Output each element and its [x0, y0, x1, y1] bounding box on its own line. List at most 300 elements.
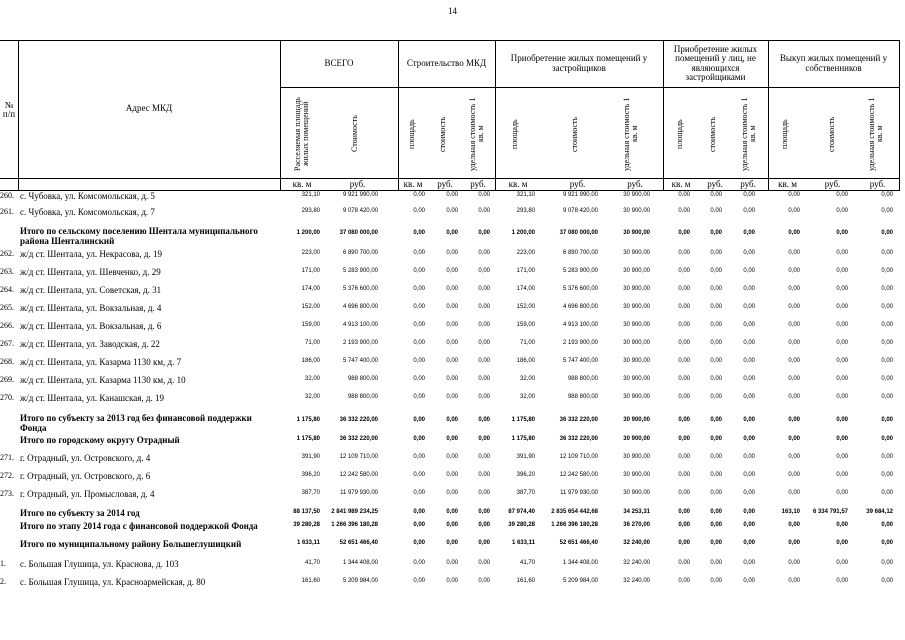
row-address: с. Большая Глушица, ул. Красноармейская, д. 80: [20, 577, 206, 587]
row-value: 0,00: [788, 560, 800, 566]
table-row: [0, 393, 900, 409]
row-value: 387,70: [516, 490, 535, 496]
row-address: ж/д ст. Шентала, ул. Казарма 1130 км, д. 7: [20, 357, 182, 367]
row-value: 0,00: [836, 454, 848, 460]
row-value: 32,00: [519, 376, 535, 382]
row-value: 0,00: [881, 268, 893, 274]
row-value: 4 913 100,00: [562, 322, 598, 328]
row-address: Итого по сельскому поселению Шентала муниципального района Шенталинский: [20, 226, 258, 246]
row-value: 0,00: [881, 394, 893, 400]
row-value: 0,00: [743, 540, 755, 546]
row-value: 0,00: [743, 560, 755, 566]
sub-dev-area: площадь: [510, 119, 519, 149]
group-purchase-others: Приобретение жилых помещений у лиц, не являющихся застройщиками: [673, 43, 758, 82]
row-value: 293,80: [516, 208, 535, 214]
row-value: 0,00: [743, 376, 755, 382]
row-value: 5 283 900,00: [562, 268, 598, 274]
sub-other-cost: стоимость: [708, 116, 717, 152]
row-value: 0,00: [836, 208, 848, 214]
row-value: 4 696 800,00: [562, 304, 598, 310]
row-value: 0,00: [710, 268, 722, 274]
row-value: 396,20: [516, 472, 535, 478]
row-value: 0,00: [678, 376, 690, 382]
group-purchase-developers: Приобретение жилых помещений у застройщиков: [510, 53, 648, 73]
row-value: 0,00: [478, 394, 490, 400]
row-value: 0,00: [788, 250, 800, 256]
row-value: 293,80: [301, 208, 320, 214]
row-value: 1 633,11: [511, 540, 535, 546]
row-value: 321,10: [516, 192, 535, 198]
row-address: ж/д ст. Шентала, ул. Советская, д. 31: [20, 285, 162, 295]
row-value: 0,00: [743, 322, 755, 328]
unit-rub: руб.: [824, 179, 841, 189]
row-value: 0,00: [413, 376, 425, 382]
row-value: 0,00: [743, 490, 755, 496]
row-value: 0,00: [710, 230, 722, 236]
row-address: Итого по муниципальному району Большеглушицкий: [20, 539, 242, 549]
row-value: 32 240,00: [623, 560, 650, 566]
row-value: 0,00: [881, 540, 893, 546]
row-number: 2.: [0, 577, 6, 586]
unit-rub: руб.: [740, 179, 756, 189]
row-value: 5 747 400,00: [342, 358, 378, 364]
row-value: 1 200,00: [296, 230, 320, 236]
row-number: 265.: [0, 303, 14, 312]
row-value: 36 270,00: [623, 522, 650, 528]
row-value: 36 332 220,00: [559, 436, 598, 442]
row-value: 0,00: [446, 340, 458, 346]
row-value: 0,00: [678, 417, 690, 423]
row-value: 0,00: [413, 192, 425, 198]
row-value: 30 900,00: [623, 304, 650, 310]
row-value: 0,00: [678, 454, 690, 460]
row-value: 0,00: [836, 472, 848, 478]
row-value: 0,00: [836, 358, 848, 364]
row-address: Итого по субъекту за 2014 год: [20, 508, 140, 518]
row-value: 0,00: [413, 522, 425, 528]
row-value: 6 334 791,57: [812, 509, 848, 515]
row-value: 0,00: [413, 304, 425, 310]
row-value: 0,00: [478, 490, 490, 496]
row-value: 0,00: [413, 340, 425, 346]
row-value: 0,00: [446, 394, 458, 400]
row-value: 0,00: [478, 250, 490, 256]
row-value: 0,00: [478, 509, 490, 515]
row-value: 12 242 580,00: [339, 472, 378, 478]
table-row: [0, 413, 900, 433]
row-value: 41,70: [519, 560, 535, 566]
unit-sqm: кв. м: [671, 179, 691, 189]
unit-sqm: кв. м: [778, 179, 797, 189]
table-row: [0, 191, 900, 207]
sub-total-cost: Стоимость: [350, 115, 359, 153]
col-num-header: № п/п: [2, 99, 16, 119]
row-value: 0,00: [788, 394, 800, 400]
row-value: 0,00: [446, 230, 458, 236]
unit-rub: руб.: [869, 179, 886, 189]
row-value: 0,00: [881, 286, 893, 292]
row-value: 0,00: [743, 394, 755, 400]
sub-buyout-area: площадь: [780, 119, 789, 149]
row-value: 0,00: [743, 578, 755, 584]
row-value: 12 109 710,00: [559, 454, 598, 460]
row-value: 161,60: [301, 578, 320, 584]
row-value: 0,00: [836, 250, 848, 256]
row-value: 0,00: [881, 358, 893, 364]
table-row: [0, 489, 900, 505]
row-value: 1 175,80: [296, 417, 320, 423]
row-value: 0,00: [710, 454, 722, 460]
row-value: 0,00: [478, 472, 490, 478]
row-value: 174,00: [516, 286, 535, 292]
row-value: 152,00: [301, 304, 320, 310]
row-value: 0,00: [413, 578, 425, 584]
row-value: 9 078 420,00: [562, 208, 598, 214]
row-number: 260.: [0, 191, 14, 200]
row-value: 0,00: [881, 522, 893, 528]
row-value: 9 921 990,00: [342, 192, 378, 198]
row-value: 6 890 700,00: [562, 250, 598, 256]
unit-sqm: кв. м: [292, 179, 312, 189]
row-value: 0,00: [881, 192, 893, 198]
row-value: 0,00: [413, 417, 425, 423]
row-value: 0,00: [710, 522, 722, 528]
row-value: 5 376 600,00: [342, 286, 378, 292]
row-address: с. Большая Глушица, ул. Краснова, д. 103: [20, 559, 179, 569]
row-value: 0,00: [678, 522, 690, 528]
table-row: [0, 321, 900, 337]
row-number: 261.: [0, 207, 14, 216]
row-address: г. Отрадный, ул. Островского, д. 6: [20, 471, 151, 481]
row-value: 0,00: [678, 436, 690, 442]
row-value: 0,00: [678, 540, 690, 546]
row-value: 0,00: [788, 268, 800, 274]
row-value: 0,00: [788, 192, 800, 198]
row-value: 0,00: [413, 322, 425, 328]
unit-rub: руб.: [627, 179, 643, 189]
row-value: 0,00: [678, 340, 690, 346]
row-value: 0,00: [743, 286, 755, 292]
table-row: [0, 375, 900, 391]
row-value: 0,00: [788, 436, 800, 442]
row-value: 5 283 900,00: [342, 268, 378, 274]
row-value: 0,00: [710, 417, 722, 423]
row-value: 0,00: [743, 250, 755, 256]
row-value: 30 900,00: [623, 394, 650, 400]
table-row: [0, 577, 900, 593]
group-total: ВСЕГО: [324, 57, 354, 68]
row-value: 0,00: [710, 250, 722, 256]
row-value: 39 280,28: [508, 522, 535, 528]
table-row: [0, 539, 900, 555]
row-value: 988 800,00: [567, 376, 598, 382]
row-value: 0,00: [836, 540, 848, 546]
row-value: 9 078 420,00: [342, 208, 378, 214]
row-value: 0,00: [743, 472, 755, 478]
row-value: 391,90: [516, 454, 535, 460]
row-value: 0,00: [710, 208, 722, 214]
table-row: [0, 559, 900, 575]
row-value: 0,00: [881, 304, 893, 310]
row-value: 34 253,31: [623, 509, 650, 515]
row-address: Итого по субъекту за 2013 год без финансовой поддержки Фонда: [20, 413, 252, 433]
row-value: 163,10: [781, 509, 800, 515]
sub-buyout-cost: стоимость: [827, 116, 836, 152]
row-value: 0,00: [446, 417, 458, 423]
row-value: 0,00: [413, 268, 425, 274]
row-value: 0,00: [446, 436, 458, 442]
row-value: 32 240,00: [623, 540, 650, 546]
row-value: 0,00: [446, 509, 458, 515]
row-number: 269.: [0, 375, 14, 384]
row-value: 0,00: [413, 250, 425, 256]
row-number: 272.: [0, 471, 14, 480]
sub-resettled-area: Расселяемая площадь жилых помещений: [293, 97, 310, 171]
row-number: 267.: [0, 339, 14, 348]
row-value: 0,00: [881, 417, 893, 423]
row-value: 0,00: [743, 304, 755, 310]
row-value: 0,00: [413, 436, 425, 442]
row-value: 387,70: [301, 490, 320, 496]
row-value: 0,00: [413, 560, 425, 566]
row-value: 30 900,00: [623, 286, 650, 292]
row-value: 0,00: [413, 454, 425, 460]
row-value: 30 900,00: [623, 472, 650, 478]
row-value: 0,00: [788, 522, 800, 528]
row-number: 264.: [0, 285, 14, 294]
row-value: 0,00: [743, 230, 755, 236]
sub-dev-cost: стоимость: [570, 116, 579, 152]
row-value: 0,00: [678, 192, 690, 198]
row-value: 0,00: [446, 454, 458, 460]
sub-constr-area: площадь: [407, 119, 416, 149]
row-value: 0,00: [478, 192, 490, 198]
row-value: 32,00: [304, 394, 320, 400]
row-value: 0,00: [678, 509, 690, 515]
row-value: 0,00: [478, 436, 490, 442]
row-value: 0,00: [836, 436, 848, 442]
row-value: 11 979 930,00: [340, 490, 378, 496]
row-value: 0,00: [788, 578, 800, 584]
row-value: 0,00: [881, 340, 893, 346]
row-value: 30 900,00: [623, 340, 650, 346]
sub-constr-unit: удельная стоимость 1 кв. м: [468, 97, 485, 171]
row-value: 0,00: [413, 509, 425, 515]
row-value: 1 200,00: [511, 230, 535, 236]
row-value: 0,00: [478, 578, 490, 584]
row-value: 0,00: [446, 560, 458, 566]
row-value: 0,00: [478, 286, 490, 292]
row-value: 159,00: [301, 322, 320, 328]
row-value: 0,00: [788, 417, 800, 423]
row-value: 0,00: [478, 268, 490, 274]
row-address: ж/д ст. Шентала, ул. Некрасова, д. 19: [20, 249, 162, 259]
row-value: 0,00: [836, 578, 848, 584]
row-value: 0,00: [881, 490, 893, 496]
unit-rub: руб.: [437, 179, 453, 189]
row-value: 30 900,00: [623, 250, 650, 256]
row-value: 0,00: [881, 472, 893, 478]
row-value: 0,00: [446, 250, 458, 256]
row-value: 0,00: [710, 490, 722, 496]
row-value: 0,00: [478, 417, 490, 423]
row-value: 36 332 220,00: [339, 436, 378, 442]
row-value: 0,00: [478, 208, 490, 214]
row-value: 0,00: [678, 286, 690, 292]
row-value: 0,00: [881, 376, 893, 382]
group-buyout: Выкуп жилых помещений у собственников: [779, 53, 888, 73]
row-value: 1 344 408,00: [562, 560, 598, 566]
row-value: 0,00: [413, 230, 425, 236]
row-address: ж/д ст. Шентала, ул. Вокзальная, д. 4: [20, 303, 162, 313]
table-row: [0, 207, 900, 223]
row-value: 0,00: [836, 286, 848, 292]
row-value: 0,00: [881, 560, 893, 566]
row-address: с. Чубовка, ул. Комсомольская, д. 7: [20, 207, 155, 217]
row-value: 0,00: [446, 304, 458, 310]
row-value: 0,00: [881, 436, 893, 442]
row-number: 271.: [0, 453, 14, 462]
row-value: 30 900,00: [623, 322, 650, 328]
row-number: 266.: [0, 321, 14, 330]
row-value: 0,00: [710, 540, 722, 546]
row-value: 0,00: [710, 286, 722, 292]
row-value: 5 747 400,00: [562, 358, 598, 364]
table-row: [0, 267, 900, 283]
row-value: 0,00: [743, 509, 755, 515]
row-value: 159,00: [516, 322, 535, 328]
row-value: 12 109 710,00: [339, 454, 378, 460]
row-address: с. Чубовка, ул. Комсомольская, д. 5: [20, 191, 155, 201]
row-value: 0,00: [836, 417, 848, 423]
row-value: 0,00: [881, 250, 893, 256]
row-value: 0,00: [743, 340, 755, 346]
row-value: 36 332 220,00: [559, 417, 598, 423]
row-value: 0,00: [710, 472, 722, 478]
row-value: 0,00: [710, 560, 722, 566]
row-value: 0,00: [836, 394, 848, 400]
row-value: 0,00: [743, 436, 755, 442]
row-value: 30 900,00: [623, 358, 650, 364]
row-value: 0,00: [710, 322, 722, 328]
row-value: 0,00: [710, 304, 722, 310]
row-value: 36 332 220,00: [339, 417, 378, 423]
row-value: 988 800,00: [347, 394, 378, 400]
row-value: 30 900,00: [623, 230, 650, 236]
row-value: 988 800,00: [567, 394, 598, 400]
row-value: 0,00: [788, 286, 800, 292]
row-value: 71,00: [304, 340, 320, 346]
row-value: 4 913 100,00: [342, 322, 378, 328]
unit-rub: руб.: [707, 179, 723, 189]
row-address: ж/д ст. Шентала, ул. Казарма 1130 км, д. 10: [20, 375, 186, 385]
row-value: 0,00: [836, 376, 848, 382]
row-value: 0,00: [710, 340, 722, 346]
row-value: 321,10: [301, 192, 320, 198]
row-value: 161,60: [516, 578, 535, 584]
row-value: 0,00: [478, 230, 490, 236]
row-value: 0,00: [413, 490, 425, 496]
row-value: 0,00: [446, 358, 458, 364]
row-value: 87 974,40: [508, 509, 535, 515]
row-value: 0,00: [710, 376, 722, 382]
row-value: 32 240,00: [623, 578, 650, 584]
row-value: 0,00: [446, 208, 458, 214]
row-value: 0,00: [678, 560, 690, 566]
row-number: 262.: [0, 249, 14, 258]
row-value: 0,00: [678, 578, 690, 584]
row-value: 0,00: [710, 509, 722, 515]
row-value: 0,00: [881, 454, 893, 460]
sub-dev-unit: удельная стоимость 1 кв. м: [622, 97, 639, 171]
row-value: 0,00: [743, 522, 755, 528]
row-value: 6 890 700,00: [342, 250, 378, 256]
row-value: 0,00: [446, 578, 458, 584]
unit-sqm: кв. м: [403, 179, 423, 189]
table-row: [0, 435, 900, 451]
row-value: 37 080 000,00: [559, 230, 598, 236]
row-value: 0,00: [836, 268, 848, 274]
row-value: 1 175,80: [296, 436, 320, 442]
row-value: 2 193 900,00: [342, 340, 378, 346]
row-value: 52 651 466,40: [559, 540, 598, 546]
row-value: 0,00: [788, 304, 800, 310]
row-value: 0,00: [710, 394, 722, 400]
row-address: Итого по городскому округу Отрадный: [20, 435, 180, 445]
row-value: 0,00: [478, 340, 490, 346]
row-value: 0,00: [788, 376, 800, 382]
sub-other-unit: удельная стоимость 1 кв. м: [740, 97, 757, 171]
row-value: 2 835 654 442,68: [551, 509, 598, 515]
row-value: 5 209 984,00: [342, 578, 378, 584]
row-value: 0,00: [678, 472, 690, 478]
row-value: 0,00: [678, 304, 690, 310]
table-row: [0, 285, 900, 301]
row-value: 0,00: [743, 358, 755, 364]
row-value: 0,00: [478, 454, 490, 460]
row-value: 391,90: [301, 454, 320, 460]
row-address: ж/д ст. Шентала, ул. Заводская, д. 22: [20, 339, 160, 349]
row-value: 0,00: [446, 490, 458, 496]
row-value: 0,00: [743, 268, 755, 274]
table-row: [0, 453, 900, 469]
row-value: 0,00: [788, 340, 800, 346]
row-value: 5 209 984,00: [562, 578, 598, 584]
row-value: 0,00: [788, 230, 800, 236]
row-value: 0,00: [478, 322, 490, 328]
row-value: 88 137,50: [293, 509, 320, 515]
unit-rub: руб.: [470, 179, 486, 189]
row-value: 0,00: [413, 472, 425, 478]
row-value: 30 900,00: [623, 417, 650, 423]
row-value: 1 175,80: [511, 417, 535, 423]
row-value: 0,00: [788, 454, 800, 460]
row-value: 0,00: [478, 560, 490, 566]
row-number: 263.: [0, 267, 14, 276]
row-value: 186,00: [516, 358, 535, 364]
row-address: ж/д ст. Шентала, ул. Вокзальная, д. 6: [20, 321, 162, 331]
row-value: 39 280,28: [293, 522, 320, 528]
group-construction: Строительство МКД: [406, 57, 487, 68]
row-value: 0,00: [678, 250, 690, 256]
sub-buyout-unit: удельная стоимость 1 кв. м: [867, 97, 884, 171]
row-value: 5 376 600,00: [562, 286, 598, 292]
row-value: 30 900,00: [623, 268, 650, 274]
row-value: 0,00: [743, 417, 755, 423]
row-value: 0,00: [836, 192, 848, 198]
row-value: 52 651 466,40: [339, 540, 378, 546]
sub-other-area: площадь: [675, 119, 684, 149]
